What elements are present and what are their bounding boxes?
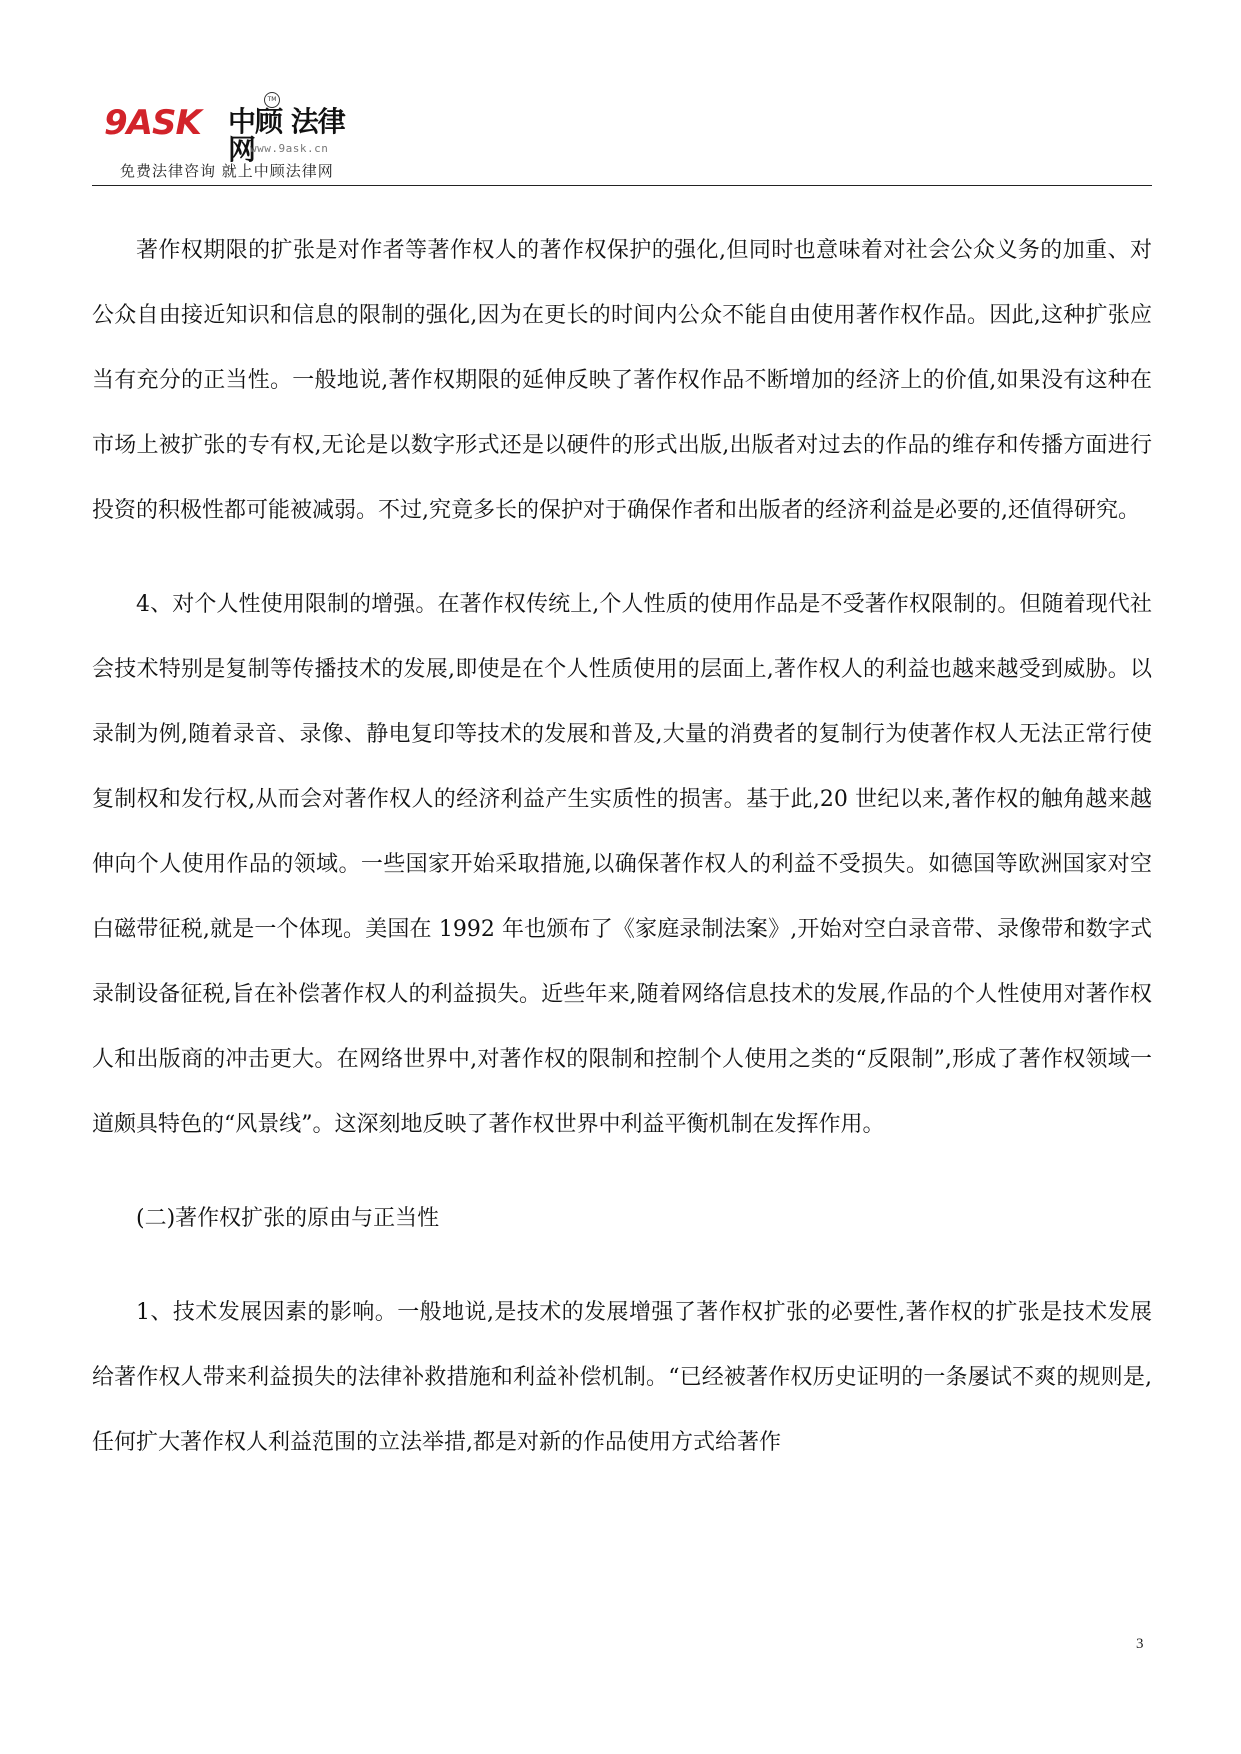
paragraph-technology: 1、技术发展因素的影响。一般地说,是技术的发展增强了著作权扩张的必要性,著作权的扩张是技术发展给著作权人带来利益损失的法律补救措施和利益补偿机制。“已经被著作权历史证明的一条屡试不爽的规则是,任何扩大著作权人利益范围的立法举措,都是对新的作品使用方式给著作 — [92, 1300, 1152, 1455]
page-header — [92, 92, 1152, 186]
logo-slogan: 免费法律咨询 就上中顾法律网 — [120, 162, 334, 180]
logo-name-cn: 中顾 法律网 — [228, 105, 345, 166]
trademark-icon: TM — [264, 92, 280, 108]
paragraph-copyright-term: 著作权期限的扩张是对作者等著作权人的著作权保护的强化,但同时也意味着对社会公众义务的加重、对公众自由接近知识和信息的限制的强化,因为在更长的时间内公众不能自由使用著作权作品。因此,这种扩张应当有充分的正当性。一般地说,著作权期限的延伸反映了著作权作品不断增加的经济上的价值,如果没有这种在市场上被扩张的专有权,无论是以数字形式还是以硬件的形式出版,出版者对过去的作品的维存和传播方面进行投资的积极性都可能被减弱。不过,究竟多长的保护对于确保作者和出版者的经济利益是必要的,还值得研究。 — [92, 238, 1152, 523]
site-logo[interactable] — [104, 96, 364, 180]
page-number: 3 — [1136, 1636, 1144, 1652]
section-heading: (二)著作权扩张的原由与正当性 — [136, 1206, 440, 1231]
header-divider — [92, 185, 1152, 186]
document-body — [92, 218, 1152, 1475]
logo-url: www.9ask.cn — [250, 142, 329, 155]
paragraph-personal-use: 4、对个人性使用限制的增强。在著作权传统上,个人性质的使用作品是不受著作权限制的。但随着现代社会技术特别是复制等传播技术的发展,即使是在个人性质使用的层面上,著作权人的利益也越来越受到威胁。以录制为例,随着录音、录像、静电复印等技术的发展和普及,大量的消费者的复制行为使著作权人无法正常行使复制权和发行权,从而会对著作权人的经济利益产生实质性的损害。基于此,20 世纪以来,著作权的触角越来越伸向个人使用作品的领域。一些国家开始采取措施,以确保著作权人的利益不受损失。如德国等欧洲国家对空白磁带征税,就是一个体现。美国在 1992 年也颁布了《家庭录制法案》,开始对空白录音带、录像带和数字式录制设备征税,旨在补偿著作权人的利益损失。近些年来,随着网络信息技术的发展,作品的个人性使用对著作权人和出版商的冲击更大。在网络世界中,对著作权的限制和控制个人使用之类的“反限制”,形成了著作权领域一道颇具特色的“风景线”。这深刻地反映了著作权世界中利益平衡机制在发挥作用。 — [92, 592, 1152, 1137]
logo-brand: 9ASK — [104, 103, 201, 143]
